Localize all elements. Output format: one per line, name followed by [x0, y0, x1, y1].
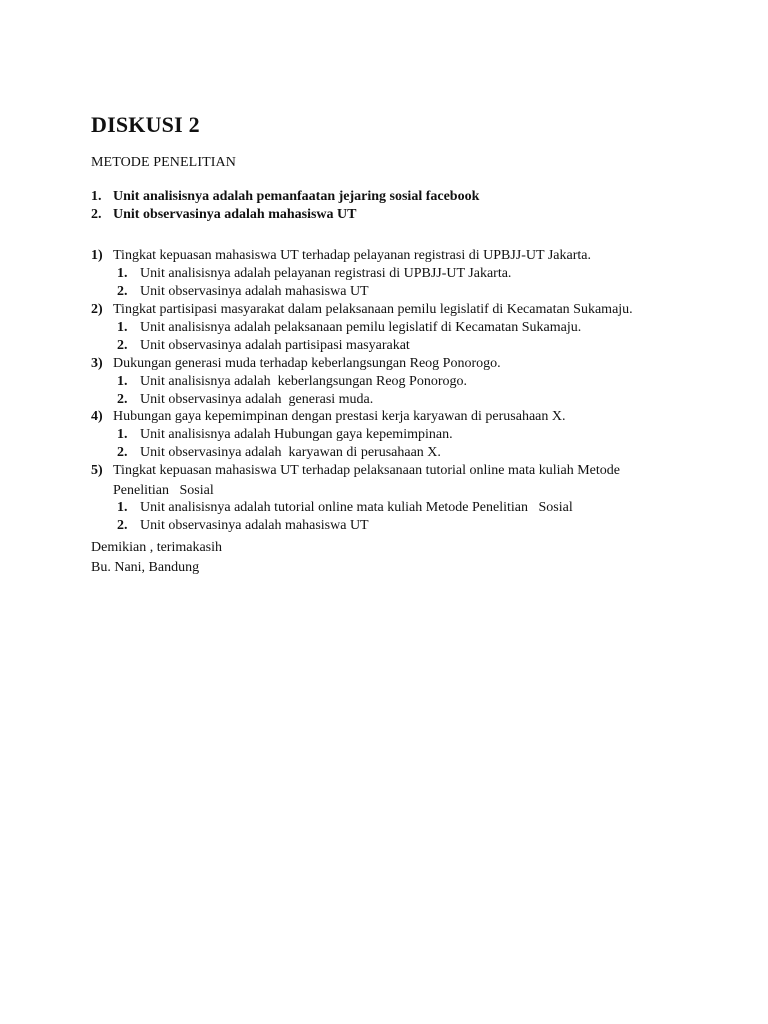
case-4-sub-2-number: 2. — [117, 445, 128, 460]
case-2-sub-2-text: Unit observasinya adalah partisipasi masyarakat — [140, 338, 410, 353]
case-5-sub-1-number: 1. — [117, 500, 128, 515]
case-4-sub-1-number: 1. — [117, 427, 128, 442]
case-3-sub-1-number: 1. — [117, 374, 128, 389]
case-2-number: 2) — [91, 302, 103, 317]
case-5-sub-2-text: Unit observasinya adalah mahasiswa UT — [140, 518, 369, 533]
intro-item-1-number: 1. — [91, 189, 102, 204]
case-1-number: 1) — [91, 248, 103, 263]
case-5-number: 5) — [91, 463, 103, 478]
case-4-sub-1-text: Unit analisisnya adalah Hubungan gaya kepemimpinan. — [140, 427, 453, 442]
case-5-text: Tingkat kepuasan mahasiswa UT terhadap pelaksanaan tutorial online mata kuliah Metode — [113, 463, 620, 478]
intro-item-2-text: Unit observasinya adalah mahasiswa UT — [113, 207, 357, 222]
case-1-sub-2-number: 2. — [117, 284, 128, 299]
intro-item-1-text: Unit analisisnya adalah pemanfaatan jejaring sosial facebook — [113, 189, 480, 204]
case-3-sub-2-text: Unit observasinya adalah generasi muda. — [140, 392, 374, 407]
case-1-sub-1-text: Unit analisisnya adalah pelayanan registrasi di UPBJJ-UT Jakarta. — [140, 266, 512, 281]
document-subtitle: METODE PENELITIAN — [91, 155, 236, 170]
case-5-sub-1-text: Unit analisisnya adalah tutorial online mata kuliah Metode Penelitian Sosial — [140, 500, 573, 515]
case-3-sub-1-text: Unit analisisnya adalah keberlangsungan Reog Ponorogo. — [140, 374, 467, 389]
case-1-text: Tingkat kepuasan mahasiswa UT terhadap pelayanan registrasi di UPBJJ-UT Jakarta. — [113, 248, 591, 263]
case-4-sub-2-text: Unit observasinya adalah karyawan di perusahaan X. — [140, 445, 441, 460]
case-2-sub-1-number: 1. — [117, 320, 128, 335]
case-4-text: Hubungan gaya kepemimpinan dengan prestasi kerja karyawan di perusahaan X. — [113, 409, 566, 424]
document-title: DISKUSI 2 — [91, 112, 200, 137]
intro-item-2-number: 2. — [91, 207, 102, 222]
case-2-sub-1-text: Unit analisisnya adalah pelaksanaan pemilu legislatif di Kecamatan Sukamaju. — [140, 320, 582, 335]
case-2-text: Tingkat partisipasi masyarakat dalam pelaksanaan pemilu legislatif di Kecamatan Sukamaju. — [113, 302, 633, 317]
case-1-sub-2-text: Unit observasinya adalah mahasiswa UT — [140, 284, 369, 299]
case-5-sub-2-number: 2. — [117, 518, 128, 533]
closing-text: Demikian , terimakasih — [91, 540, 223, 555]
case-3-sub-2-number: 2. — [117, 392, 128, 407]
case-1-sub-1-number: 1. — [117, 266, 128, 281]
case-3-text: Dukungan generasi muda terhadap keberlangsungan Reog Ponorogo. — [113, 356, 501, 371]
case-2-sub-2-number: 2. — [117, 338, 128, 353]
case-3-number: 3) — [91, 356, 103, 371]
case-4-number: 4) — [91, 409, 103, 424]
case-5-text-continued: Penelitian Sosial — [113, 483, 214, 498]
signature-text: Bu. Nani, Bandung — [91, 560, 200, 575]
